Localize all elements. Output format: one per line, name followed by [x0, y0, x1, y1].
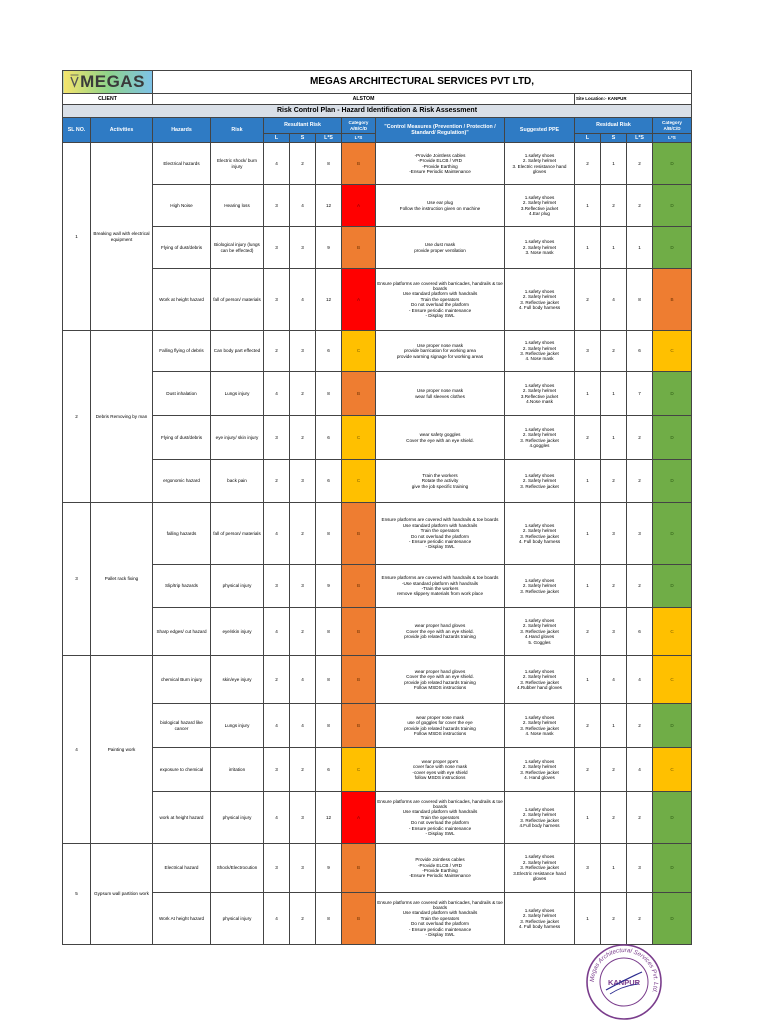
- residual-severity-cell: 3: [601, 608, 627, 656]
- residual-score-cell: 2: [627, 704, 653, 748]
- activity-cell: Debris Removing by man: [91, 331, 153, 503]
- hazard-cell: Sharp edges/ cut hazard: [153, 608, 211, 656]
- residual-category-cell: D: [653, 227, 692, 269]
- hazard-cell: falling hazards: [153, 503, 211, 565]
- table-row: [63, 460, 692, 503]
- residual-category-cell: D: [653, 460, 692, 503]
- residual-category-cell: D: [653, 893, 692, 945]
- severity-cell: 3: [290, 844, 316, 893]
- residual-score-cell: 1: [627, 227, 653, 269]
- risk-cell: eye/skin injury: [211, 608, 264, 656]
- likelihood-cell: 4: [264, 503, 290, 565]
- risk-assessment-table: [62, 70, 692, 945]
- table-row: [63, 331, 692, 372]
- risk-score-cell: 12: [316, 269, 342, 331]
- table-row: [63, 227, 692, 269]
- control-measures-cell: Train the workers Rotate the activity give the job specific training: [376, 460, 505, 503]
- col-residual-category-ls: L*S: [653, 134, 692, 143]
- col-residual-category: Category A/B/C/D: [653, 118, 692, 134]
- hazard-cell: Electrical hazard: [153, 844, 211, 893]
- residual-severity-cell: 3: [601, 503, 627, 565]
- residual-likelihood-cell: 2: [575, 608, 601, 656]
- likelihood-cell: 3: [264, 185, 290, 227]
- category-cell: C: [342, 748, 376, 792]
- col-resultant-risk: Resultant Risk: [264, 118, 342, 134]
- risk-score-cell: 9: [316, 565, 342, 608]
- table-row: [63, 503, 692, 565]
- risk-score-cell: 6: [316, 460, 342, 503]
- table-row: [63, 269, 692, 331]
- col-category-ls: L*S: [342, 134, 376, 143]
- category-cell: B: [342, 844, 376, 893]
- category-cell: C: [342, 416, 376, 460]
- table-row: [63, 416, 692, 460]
- hazard-cell: Flying of dust/debris: [153, 227, 211, 269]
- ppe-cell: 1.safety shoes 2. Safety helmet 3. Reflective jacket 4. Full body harness: [505, 893, 575, 945]
- residual-category-cell: D: [653, 185, 692, 227]
- risk-cell: Shock/Electrocution: [211, 844, 264, 893]
- residual-likelihood-cell: 1: [575, 565, 601, 608]
- residual-category-cell: C: [653, 656, 692, 704]
- residual-severity-cell: 1: [601, 704, 627, 748]
- control-measures-cell: wear proper nose mask use of goggles for cover the eye provide job related hazards training Follow MSDS instructions: [376, 704, 505, 748]
- likelihood-cell: 2: [264, 331, 290, 372]
- residual-category-cell: C: [653, 748, 692, 792]
- residual-severity-cell: 1: [601, 416, 627, 460]
- ppe-cell: 1.safety shoes 2. Safety helmet 3. Reflective jacket 4. Full body harness: [505, 269, 575, 331]
- col-residual-s: S: [601, 134, 627, 143]
- col-control-measures: "Control Measures (Prevention / Protection / Standard/ Regulation)": [376, 118, 505, 143]
- table-row: [63, 704, 692, 748]
- risk-score-cell: 6: [316, 416, 342, 460]
- residual-score-cell: 2: [627, 893, 653, 945]
- severity-cell: 2: [290, 503, 316, 565]
- table-row: [63, 844, 692, 893]
- residual-category-cell: D: [653, 503, 692, 565]
- residual-likelihood-cell: 1: [575, 792, 601, 844]
- ppe-cell: 1.safety shoes 2. Safety helmet 3. Reflective jacket 4. Nose mask: [505, 704, 575, 748]
- severity-cell: 2: [290, 748, 316, 792]
- ppe-cell: 1.safety shoes 2. Safety helmet 3.Reflective jacket 4.Ear plug: [505, 185, 575, 227]
- severity-cell: 4: [290, 269, 316, 331]
- category-cell: B: [342, 503, 376, 565]
- risk-cell: Electric shock/ burn injury: [211, 143, 264, 185]
- residual-likelihood-cell: 2: [575, 704, 601, 748]
- severity-cell: 4: [290, 185, 316, 227]
- risk-score-cell: 8: [316, 608, 342, 656]
- hazard-cell: High Noise: [153, 185, 211, 227]
- residual-score-cell: 7: [627, 372, 653, 416]
- ppe-cell: 1.safety shoes 2. Safety helmet 3. Reflective jacket 4.Hand gloves 5. Goggles: [505, 608, 575, 656]
- hazard-cell: Work at height hazard: [153, 269, 211, 331]
- ppe-cell: 1.safety shoes 2. Safety helmet 3. Electric resistance hand gloves: [505, 143, 575, 185]
- risk-cell: Biological injury (lungs can be effected): [211, 227, 264, 269]
- severity-cell: 2: [290, 372, 316, 416]
- residual-likelihood-cell: 3: [575, 331, 601, 372]
- residual-likelihood-cell: 1: [575, 227, 601, 269]
- category-cell: B: [342, 227, 376, 269]
- category-cell: B: [342, 143, 376, 185]
- residual-severity-cell: 2: [601, 460, 627, 503]
- activity-cell: Gypsum wall partition work: [91, 844, 153, 945]
- residual-severity-cell: 2: [601, 748, 627, 792]
- control-measures-cell: Use ear plug Follow the instruction given on machine: [376, 185, 505, 227]
- logo-icon: [70, 74, 79, 90]
- residual-score-cell: 2: [627, 185, 653, 227]
- hazard-cell: Electrical hazards: [153, 143, 211, 185]
- hazard-cell: work at height hazard: [153, 792, 211, 844]
- ppe-cell: 1.safety shoes 2. Safety helmet 3. Nose mask: [505, 227, 575, 269]
- sl-no-cell: 3: [63, 503, 91, 656]
- table-row: [63, 893, 692, 945]
- severity-cell: 2: [290, 416, 316, 460]
- ppe-cell: 1.safety shoes 2. Safety helmet 3. Reflective jacket 4.Full body harness: [505, 792, 575, 844]
- risk-score-cell: 9: [316, 227, 342, 269]
- residual-score-cell: 2: [627, 792, 653, 844]
- control-measures-cell: Use proper nose mask wear full sleeves clothes: [376, 372, 505, 416]
- risk-score-cell: 8: [316, 503, 342, 565]
- ppe-cell: 1.safety shoes 2. Safety helmet 3. Reflective jacket: [505, 565, 575, 608]
- table-row: [63, 143, 692, 185]
- col-suggested-ppe: Suggested PPE: [505, 118, 575, 143]
- residual-category-cell: D: [653, 143, 692, 185]
- residual-likelihood-cell: 1: [575, 503, 601, 565]
- table-row: [63, 185, 692, 227]
- col-activities: Activities: [91, 118, 153, 143]
- risk-score-cell: 6: [316, 331, 342, 372]
- hazard-cell: ergonomic hazard: [153, 460, 211, 503]
- risk-cell: fall of person/ materials: [211, 269, 264, 331]
- activity-cell: Pallet rack fixing: [91, 503, 153, 656]
- stamp-center-text: KANPUR: [607, 978, 641, 987]
- control-measures-cell: Use proper nose mask provide barrication for working area provide warning signage for working areas: [376, 331, 505, 372]
- control-measures-cell: Ensure platforms are covered with handrails & toe boards Use standard platform with handrails Train the operators Do not overload the platform - Ensure periodic maintenance - Display SWL: [376, 503, 505, 565]
- risk-cell: irritation: [211, 748, 264, 792]
- risk-cell: Hearing loss: [211, 185, 264, 227]
- residual-likelihood-cell: 1: [575, 372, 601, 416]
- likelihood-cell: 4: [264, 893, 290, 945]
- residual-likelihood-cell: 1: [575, 656, 601, 704]
- ppe-cell: 1.safety shoes 2. Safety helmet 3. Reflective jacket 3.Electric resistance hand gloves: [505, 844, 575, 893]
- category-cell: B: [342, 656, 376, 704]
- risk-cell: physical injury: [211, 565, 264, 608]
- risk-cell: back pain: [211, 460, 264, 503]
- residual-score-cell: 4: [627, 656, 653, 704]
- sheet-subtitle: Risk Control Plan - Hazard Identification & Risk Assessment: [63, 105, 692, 118]
- control-measures-cell: Ensure platforms are covered with barricades, handrails & toe boards Use standard platform with handrails Train the operators Do not overload the platform - Ensure periodic maintenance - Display SWL: [376, 792, 505, 844]
- residual-category-cell: D: [653, 704, 692, 748]
- severity-cell: 2: [290, 608, 316, 656]
- residual-likelihood-cell: 2: [575, 416, 601, 460]
- control-measures-cell: wear safety goggles Cover the eye with an eye shield.: [376, 416, 505, 460]
- residual-score-cell: 6: [627, 608, 653, 656]
- likelihood-cell: 2: [264, 460, 290, 503]
- residual-likelihood-cell: 2: [575, 143, 601, 185]
- sl-no-cell: 1: [63, 143, 91, 331]
- likelihood-cell: 4: [264, 792, 290, 844]
- residual-score-cell: 2: [627, 416, 653, 460]
- col-l: L: [264, 134, 290, 143]
- category-cell: B: [342, 565, 376, 608]
- table-row: [63, 608, 692, 656]
- category-cell: C: [342, 460, 376, 503]
- residual-likelihood-cell: 3: [575, 844, 601, 893]
- col-residual-risk: Residual Risk: [575, 118, 653, 134]
- residual-likelihood-cell: 1: [575, 460, 601, 503]
- activity-cell: Painting work: [91, 656, 153, 844]
- residual-severity-cell: 4: [601, 656, 627, 704]
- likelihood-cell: 4: [264, 608, 290, 656]
- likelihood-cell: 3: [264, 748, 290, 792]
- risk-cell: Lungs injury: [211, 372, 264, 416]
- risk-score-cell: 9: [316, 844, 342, 893]
- ppe-cell: 1.safety shoes 2. Safety helmet 3. Reflective jacket 4. Hand gloves: [505, 748, 575, 792]
- risk-score-cell: 12: [316, 792, 342, 844]
- residual-category-cell: D: [653, 565, 692, 608]
- control-measures-cell: Ensure platforms are covered with barricades, handrails & toe boards Use standard platform with handrails Train the operators Do not overload the platform - Ensure periodic maintenance - Display SWL: [376, 893, 505, 945]
- severity-cell: 4: [290, 656, 316, 704]
- col-category: Category A/B/C/D: [342, 118, 376, 134]
- residual-likelihood-cell: 1: [575, 893, 601, 945]
- risk-cell: skin/eye injury: [211, 656, 264, 704]
- table-row: [63, 565, 692, 608]
- sl-no-cell: 2: [63, 331, 91, 503]
- severity-cell: 2: [290, 143, 316, 185]
- site-location: Site Location:- KANPUR: [575, 94, 692, 105]
- residual-score-cell: 6: [627, 331, 653, 372]
- risk-cell: fall of person/ materials: [211, 503, 264, 565]
- residual-category-cell: C: [653, 608, 692, 656]
- residual-score-cell: 2: [627, 460, 653, 503]
- category-cell: B: [342, 608, 376, 656]
- col-s: S: [290, 134, 316, 143]
- severity-cell: 3: [290, 460, 316, 503]
- residual-severity-cell: 2: [601, 893, 627, 945]
- residual-severity-cell: 2: [601, 565, 627, 608]
- ppe-cell: 1.safety shoes 2. Safety helmet 3. Reflective jacket 4.Rubber hand gloves: [505, 656, 575, 704]
- risk-cell: Lungs injury: [211, 704, 264, 748]
- residual-score-cell: 4: [627, 748, 653, 792]
- col-residual-ls: L*S: [627, 134, 653, 143]
- table-row: [63, 748, 692, 792]
- company-logo: [63, 71, 153, 94]
- col-sl-no: SL NO.: [63, 118, 91, 143]
- risk-score-cell: 8: [316, 893, 342, 945]
- residual-category-cell: D: [653, 844, 692, 893]
- risk-score-cell: 8: [316, 143, 342, 185]
- control-measures-cell: -Provide Jointless cables -Provide ELCB / VRD -Provide Earthing -Ensure Periodic Maintenance: [376, 143, 505, 185]
- residual-severity-cell: 1: [601, 372, 627, 416]
- ppe-cell: 1.safety shoes 2. Safety helmet 3.Reflective jacket 4.Nose mask: [505, 372, 575, 416]
- residual-severity-cell: 2: [601, 331, 627, 372]
- hazard-cell: Flying of dust/debris: [153, 416, 211, 460]
- company-stamp: [584, 942, 664, 1022]
- residual-score-cell: 8: [627, 269, 653, 331]
- hazard-cell: Work At height hazard: [153, 893, 211, 945]
- table-row: [63, 792, 692, 844]
- col-risk: Risk: [211, 118, 264, 143]
- risk-cell: physical injury: [211, 893, 264, 945]
- residual-score-cell: 2: [627, 143, 653, 185]
- control-measures-cell: wear proper ppe's cover face with nose mask -cover eyes with eye shield follow MSDS instructions: [376, 748, 505, 792]
- residual-severity-cell: 1: [601, 844, 627, 893]
- residual-category-cell: D: [653, 792, 692, 844]
- residual-severity-cell: 1: [601, 143, 627, 185]
- severity-cell: 2: [290, 893, 316, 945]
- risk-score-cell: 8: [316, 372, 342, 416]
- control-measures-cell: Use dust mask provide proper ventilation: [376, 227, 505, 269]
- likelihood-cell: 2: [264, 656, 290, 704]
- category-cell: A: [342, 792, 376, 844]
- risk-cell: Can body part effected: [211, 331, 264, 372]
- risk-score-cell: 12: [316, 185, 342, 227]
- control-measures-cell: Provide Jointless cables -Provide ELCB / VRD -Provide Earthing -Ensure Periodic Maintenance: [376, 844, 505, 893]
- logo-text: MEGAS: [80, 71, 145, 91]
- client-value: ALSTOM: [153, 94, 575, 105]
- col-ls: L*S: [316, 134, 342, 143]
- ppe-cell: 1.safety shoes 2. Safety helmet 3. Reflective jacket 4. Full body harness: [505, 503, 575, 565]
- hazard-cell: Dust inhalation: [153, 372, 211, 416]
- severity-cell: 3: [290, 792, 316, 844]
- category-cell: A: [342, 269, 376, 331]
- likelihood-cell: 3: [264, 416, 290, 460]
- likelihood-cell: 3: [264, 565, 290, 608]
- residual-score-cell: 3: [627, 503, 653, 565]
- likelihood-cell: 3: [264, 844, 290, 893]
- residual-severity-cell: 2: [601, 792, 627, 844]
- category-cell: B: [342, 704, 376, 748]
- col-hazards: Hazards: [153, 118, 211, 143]
- ppe-cell: 1.safety shoes 2. Safety helmet 3. Reflective jacket: [505, 460, 575, 503]
- hazard-cell: Falling flying of debris: [153, 331, 211, 372]
- likelihood-cell: 3: [264, 227, 290, 269]
- risk-score-cell: 8: [316, 704, 342, 748]
- stamp-ring-text: Megas Architectural Services Pvt. Ltd.: [588, 946, 660, 994]
- ppe-cell: 1.safety shoes 2. Safety helmet 3. Reflective jacket 4.goggles: [505, 416, 575, 460]
- sl-no-cell: 4: [63, 656, 91, 844]
- residual-score-cell: 2: [627, 565, 653, 608]
- hazard-cell: Slip/trip hazards: [153, 565, 211, 608]
- table-row: [63, 372, 692, 416]
- category-cell: A: [342, 185, 376, 227]
- hazard-cell: exposure to chemical: [153, 748, 211, 792]
- category-cell: C: [342, 331, 376, 372]
- company-name: MEGAS ARCHITECTURAL SERVICES PVT LTD,: [153, 71, 692, 94]
- residual-category-cell: D: [653, 372, 692, 416]
- likelihood-cell: 4: [264, 372, 290, 416]
- category-cell: B: [342, 372, 376, 416]
- table-row: [63, 656, 692, 704]
- activity-cell: Breaking wall with electrical equipment: [91, 143, 153, 331]
- residual-likelihood-cell: 2: [575, 748, 601, 792]
- control-measures-cell: Ensure platforms are covered with barricades, handrails & toe boards Use standard platform with handrails Train the operators Do not overload the platform - Ensure periodic maintenance - Display SWL: [376, 269, 505, 331]
- residual-category-cell: C: [653, 331, 692, 372]
- control-measures-cell: wear proper hand gloves Cover the eye with an eye shield. provide job related hazards training Follow MSDS instructions: [376, 656, 505, 704]
- sl-no-cell: 5: [63, 844, 91, 945]
- residual-severity-cell: 2: [601, 185, 627, 227]
- residual-likelihood-cell: 1: [575, 185, 601, 227]
- risk-cell: physical injury: [211, 792, 264, 844]
- hazard-cell: chemical Burn injury: [153, 656, 211, 704]
- residual-category-cell: B: [653, 269, 692, 331]
- severity-cell: 3: [290, 331, 316, 372]
- residual-severity-cell: 4: [601, 269, 627, 331]
- ppe-cell: 1.safety shoes 2. Safety helmet 3. Reflective jacket 4. Nose mask: [505, 331, 575, 372]
- severity-cell: 3: [290, 565, 316, 608]
- likelihood-cell: 4: [264, 704, 290, 748]
- risk-cell: eye injury/ skin injury: [211, 416, 264, 460]
- control-measures-cell: Ensure platforms are covered with handrails & toe boards -Use standard platform with handrails -Train the workers remove slippery materials from work place: [376, 565, 505, 608]
- residual-score-cell: 3: [627, 844, 653, 893]
- severity-cell: 4: [290, 704, 316, 748]
- risk-score-cell: 8: [316, 656, 342, 704]
- col-residual-l: L: [575, 134, 601, 143]
- client-label: CLIENT: [63, 94, 153, 105]
- residual-severity-cell: 1: [601, 227, 627, 269]
- severity-cell: 3: [290, 227, 316, 269]
- residual-category-cell: D: [653, 416, 692, 460]
- likelihood-cell: 4: [264, 143, 290, 185]
- hazard-cell: biological hazard like cancer: [153, 704, 211, 748]
- category-cell: B: [342, 893, 376, 945]
- risk-score-cell: 6: [316, 748, 342, 792]
- control-measures-cell: wear proper hand gloves Cover the eye with an eye shield. provide job related hazards training: [376, 608, 505, 656]
- residual-likelihood-cell: 2: [575, 269, 601, 331]
- likelihood-cell: 3: [264, 269, 290, 331]
